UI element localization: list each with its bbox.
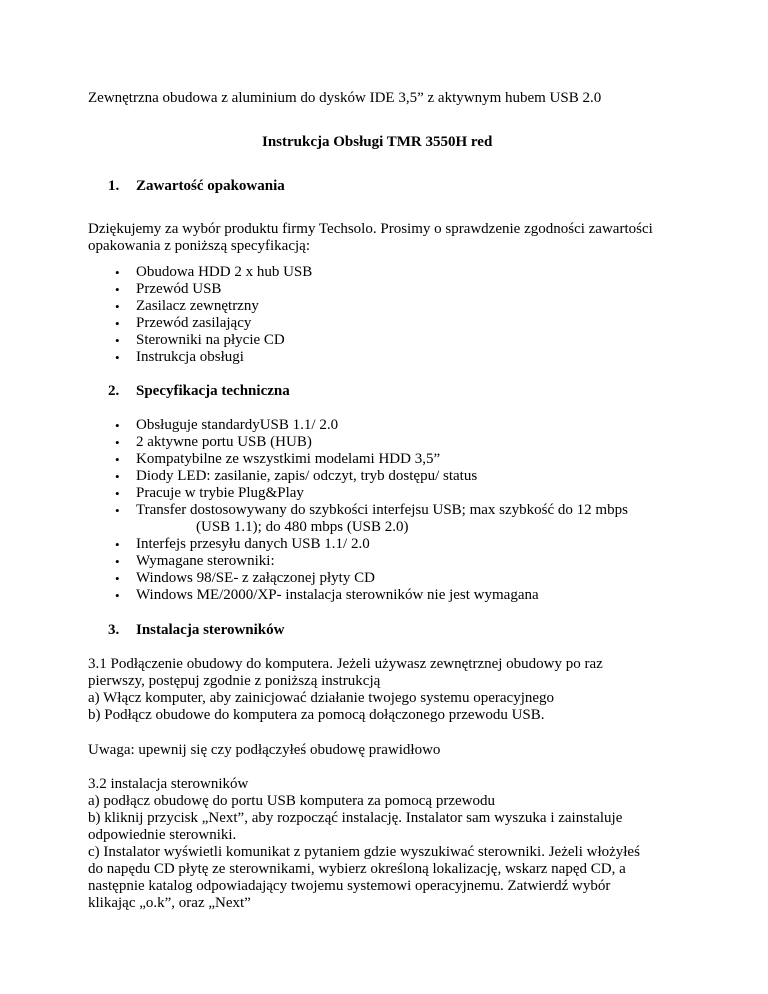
bullet-glyph: • <box>115 588 120 603</box>
paragraph-line: b) Podłącz obudowe do komputera za pomocą dołączonego przewodu USB. <box>88 707 545 723</box>
list-item: Interfejs przesyłu danych USB 1.1/ 2.0 <box>136 536 370 552</box>
list-item: 2 aktywne portu USB (HUB) <box>136 434 312 450</box>
document-title: Instrukcja Obsługi TMR 3550H red <box>262 134 493 150</box>
paragraph-line: 3.2 instalacja sterowników <box>88 776 249 792</box>
bullet-glyph: • <box>115 350 120 365</box>
bullet-glyph: • <box>115 435 120 450</box>
section1-intro-line2: opakowania z poniższą specyfikacją: <box>88 238 310 254</box>
bullet-glyph: • <box>115 571 120 586</box>
list-item: Instrukcja obsługi <box>136 349 244 365</box>
bullet-glyph: • <box>115 418 120 433</box>
list-item: Przewód USB <box>136 281 222 297</box>
paragraph-line: odpowiednie sterowniki. <box>88 827 237 843</box>
list-item: Obudowa HDD 2 x hub USB <box>136 264 313 280</box>
bullet-glyph: • <box>115 265 120 280</box>
paragraph-line: b) kliknij przycisk „Next”, aby rozpocząć instalację. Instalator sam wyszuka i zainstaluje <box>88 810 623 826</box>
paragraph-line: klikając „o.k”, oraz „Next” <box>88 895 251 911</box>
list-item: Windows 98/SE- z załączonej płyty CD <box>136 570 375 586</box>
bullet-glyph: • <box>115 554 120 569</box>
document-subtitle: Zewnętrzna obudowa z aluminium do dysków IDE 3,5” z aktywnym hubem USB 2.0 <box>88 90 602 106</box>
bullet-glyph: • <box>115 282 120 297</box>
paragraph-line: a) podłącz obudowę do portu USB komputera za pomocą przewodu <box>88 793 495 809</box>
list-item: Zasilacz zewnętrzny <box>136 298 259 314</box>
bullet-glyph: • <box>115 537 120 552</box>
list-item: Sterowniki na płycie CD <box>136 332 285 348</box>
list-item: Wymagane sterowniki: <box>136 553 275 569</box>
paragraph-line: c) Instalator wyświetli komunikat z pytaniem gdzie wyszukiwać sterowniki. Jeżeli włożyłeś <box>88 844 640 860</box>
bullet-glyph: • <box>115 299 120 314</box>
list-item: Pracuje w trybie Plug&Play <box>136 485 304 501</box>
paragraph-line: pierwszy, postępuj zgodnie z poniższą instrukcją <box>88 673 381 689</box>
note-line: Uwaga: upewnij się czy podłączyłeś obudowę prawidłowo <box>88 742 441 758</box>
list-item: Przewód zasilający <box>136 315 252 331</box>
section3-heading: Instalacja sterowników <box>136 622 285 638</box>
section1-number: 1. <box>108 178 120 194</box>
bullet-glyph: • <box>115 503 120 518</box>
paragraph-line: do napędu CD płytę ze sterownikami, wybierz określoną lokalizację, wskarz napęd CD, a <box>88 861 626 877</box>
list-item: Windows ME/2000/XP- instalacja sterowników nie jest wymagana <box>136 587 539 603</box>
list-item: Transfer dostosowywany do szybkości interfejsu USB; max szybkość do 12 mbps <box>136 502 628 518</box>
list-item: Obsługuje standardyUSB 1.1/ 2.0 <box>136 417 339 433</box>
bullet-glyph: • <box>115 469 120 484</box>
paragraph-line: 3.1 Podłączenie obudowy do komputera. Jeżeli używasz zewnętrznej obudowy po raz <box>88 656 603 672</box>
list-item: Diody LED: zasilanie, zapis/ odczyt, tryb dostępu/ status <box>136 468 478 484</box>
list-item: Kompatybilne ze wszystkimi modelami HDD 3,5” <box>136 451 441 467</box>
section1-intro-line1: Dziękujemy za wybór produktu firmy Techsolo. Prosimy o sprawdzenie zgodności zawartości <box>88 221 653 237</box>
section3-number: 3. <box>108 622 120 638</box>
paragraph-line: a) Włącz komputer, aby zainicjować działanie twojego systemu operacyjnego <box>88 690 555 706</box>
section1-heading: Zawartość opakowania <box>136 178 285 194</box>
bullet-glyph: • <box>115 452 120 467</box>
section2-number: 2. <box>108 383 120 399</box>
paragraph-line: następnie katalog odpowiadający twojemu systemowi operacyjnemu. Zatwierdź wybór <box>88 878 611 894</box>
section2-heading: Specyfikacja techniczna <box>136 383 290 399</box>
bullet-glyph: • <box>115 316 120 331</box>
list-item-continuation: (USB 1.1); do 480 mbps (USB 2.0) <box>196 519 409 535</box>
bullet-glyph: • <box>115 333 120 348</box>
bullet-glyph: • <box>115 486 120 501</box>
